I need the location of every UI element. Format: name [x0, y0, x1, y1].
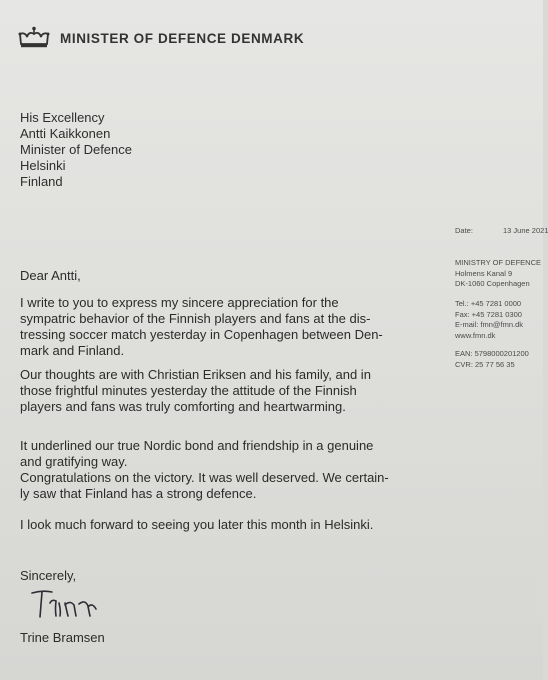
text-line: those frightful minutes yesterday the attitude of the Finnish — [20, 383, 357, 398]
danish-crown-icon — [18, 26, 50, 50]
paragraph-nordic-bond — [20, 438, 420, 470]
signer-name: Trine Bramsen — [20, 630, 105, 645]
text-line: Our thoughts are with Christian Eriksen and his family, and in — [20, 367, 371, 382]
ministry-line: DK-1060 Copenhagen — [455, 279, 530, 288]
paragraph-helsinki — [20, 517, 420, 533]
text-line: I write to you to express my sincere appreciation for the — [20, 295, 339, 310]
recipient-address — [20, 110, 132, 190]
text-line: I look much forward to seeing you later this month in Helsinki. — [20, 517, 374, 532]
recipient-line: Antti Kaikkonen — [20, 126, 111, 141]
paragraph-appreciation — [20, 295, 420, 359]
text-line: tressing soccer match yesterday in Copenhagen between Den- — [20, 327, 383, 342]
text-line: players and fans was truly comforting and heartwarming. — [20, 399, 346, 414]
ministry-line: Holmens Kanal 9 — [455, 268, 513, 278]
letterhead — [18, 26, 304, 50]
contact-line: Fax: +45 7281 0300 — [455, 309, 522, 319]
contact-line: www.fmn.dk — [455, 330, 496, 340]
reg-line: EAN: 5798000201200 — [455, 349, 529, 358]
text-line: Congratulations on the victory. It was well deserved. We certain- — [20, 470, 389, 485]
contact-line: Tel.: +45 7281 0000 — [455, 299, 522, 308]
paragraph-congratulations — [20, 470, 420, 502]
contact-line: E-mail: fmn@fmn.dk — [455, 320, 524, 329]
ministry-address — [455, 258, 541, 290]
text-line: ly saw that Finland has a strong defence. — [20, 486, 257, 501]
recipient-line: Helsinki — [20, 158, 66, 173]
paragraph-thoughts — [20, 367, 420, 415]
handwritten-signature — [28, 585, 128, 625]
text-line: mark and Finland. — [20, 343, 125, 358]
salutation: Dear Antti, — [20, 268, 81, 283]
recipient-line: His Excellency — [20, 110, 105, 125]
letterhead-title: MINISTER OF DEFENCE DENMARK — [60, 30, 305, 46]
date-value: 13 June 2021 — [503, 226, 548, 235]
ministry-contact — [455, 299, 523, 341]
closing: Sincerely, — [20, 568, 77, 583]
text-line: It underlined our true Nordic bond and friendship in a genuine — [20, 438, 374, 453]
text-line: sympatric behavior of the Finnish players and fans at the dis- — [20, 311, 371, 326]
date-row — [455, 226, 548, 237]
ministry-registration — [455, 349, 529, 370]
reg-line: CVR: 25 77 56 35 — [455, 359, 515, 369]
text-line: and gratifying way. — [20, 454, 128, 469]
recipient-line: Finland — [20, 174, 63, 189]
ministry-line: MINISTRY OF DEFENCE — [455, 258, 541, 267]
date-label: Date: — [455, 226, 473, 235]
recipient-line: Minister of Defence — [20, 142, 132, 157]
